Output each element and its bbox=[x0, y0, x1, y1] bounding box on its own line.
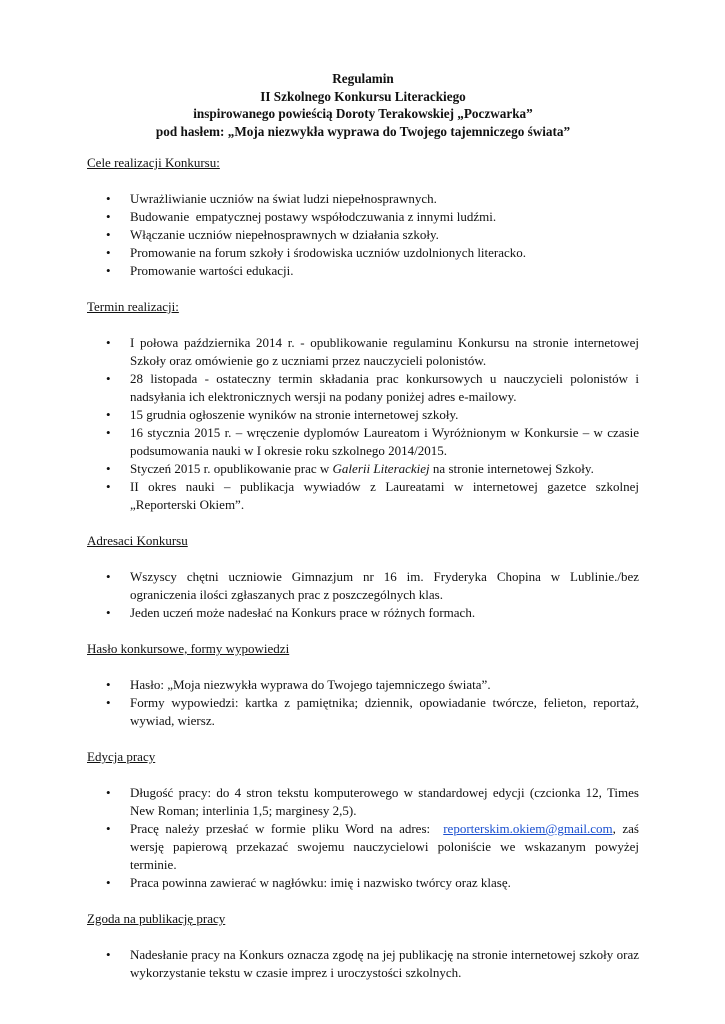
list-item bbox=[87, 370, 639, 406]
list-item-text: Praca powinna zawierać w nagłówku: imię i nazwisko twórcy oraz klasę. bbox=[130, 875, 511, 890]
list-item bbox=[87, 604, 639, 622]
list-item-text: Hasło: „Moja niezwykła wyprawa do Twojego tajemniczego świata”. bbox=[130, 677, 491, 692]
list-zgoda bbox=[87, 946, 639, 982]
bullet-icon: • bbox=[106, 209, 111, 224]
list-item bbox=[87, 676, 639, 694]
bullet-icon: • bbox=[106, 371, 111, 386]
document-title bbox=[87, 70, 639, 140]
list-item bbox=[87, 334, 639, 370]
list-item bbox=[87, 946, 639, 982]
title-line-2: II Szkolnego Konkursu Literackiego bbox=[260, 88, 466, 104]
list-item-text: 15 grudnia ogłoszenie wyników na stronie internetowej szkoły. bbox=[130, 407, 459, 422]
bullet-icon: • bbox=[106, 335, 111, 350]
gallery-name: Galerii Literackiej bbox=[332, 461, 430, 476]
list-item-text: Formy wypowiedzi: kartka z pamiętnika; dziennik, opowiadanie twórcze, felieton, reportaż, wywiad, wiersz. bbox=[130, 695, 639, 728]
bullet-icon: • bbox=[106, 785, 111, 800]
bullet-icon: • bbox=[106, 245, 111, 260]
bullet-icon: • bbox=[106, 191, 111, 206]
list-item-text: Długość pracy: do 4 stron tekstu komputerowego w standardowej edycji (czcionka 12, Times New Roman; interlinia 1,5; marginesy 2,5). bbox=[130, 785, 639, 818]
title-line-4: pod hasłem: „Moja niezwykła wyprawa do Twojego tajemniczego świata” bbox=[155, 123, 571, 139]
list-item-text: Nadesłanie pracy na Konkurs oznacza zgodę na jej publikację na stronie internetowej szkoły oraz wykorzystanie tekstu w czasie imprez i uroczystości szkolnych. bbox=[130, 947, 639, 980]
title-line-1: Regulamin bbox=[332, 71, 394, 86]
list-item bbox=[87, 226, 639, 244]
bullet-icon: • bbox=[106, 425, 111, 440]
title-line-3: inspirowanego powieścią Doroty Terakowskiej „Poczwarka” bbox=[193, 106, 533, 121]
list-cele bbox=[87, 190, 639, 280]
section-heading-edycja: Edycja pracy bbox=[87, 749, 156, 764]
list-item bbox=[87, 406, 639, 424]
list-item bbox=[87, 694, 639, 730]
bullet-icon: • bbox=[106, 947, 111, 962]
list-termin bbox=[87, 334, 639, 514]
list-item bbox=[87, 820, 639, 874]
list-item-text: 16 stycznia 2015 r. – wręczenie dyplomów Laureatom i Wyróżnionym w Konkursie – w czasie podsumowania nauki w I okresie roku szkolnego 2014/2015. bbox=[130, 425, 639, 458]
bullet-icon: • bbox=[106, 605, 111, 620]
bullet-icon: • bbox=[106, 263, 111, 278]
list-item bbox=[87, 568, 639, 604]
list-edycja bbox=[87, 784, 639, 892]
bullet-icon: • bbox=[106, 569, 111, 584]
list-item-text: Wszyscy chętni uczniowie Gimnazjum nr 16 im. Fryderyka Chopina w Lublinie./bez ograniczenia ilości zgłaszanych prac z poszczególnych klas. bbox=[130, 569, 639, 602]
bullet-icon: • bbox=[106, 677, 111, 692]
list-item-text: Uwrażliwianie uczniów na świat ludzi niepełnosprawnych. bbox=[130, 191, 437, 206]
bullet-icon: • bbox=[106, 461, 111, 476]
list-item-text: 28 listopada - ostateczny termin składania prac konkursowych u nauczycieli polonistów i nadsyłania ich elektronicznych wersji na podany poniżej adres e-mailowy. bbox=[130, 371, 639, 404]
bullet-icon: • bbox=[106, 821, 111, 836]
list-item bbox=[87, 874, 639, 892]
list-item-text: Jeden uczeń może nadesłać na Konkurs prace w różnych formach. bbox=[130, 605, 476, 620]
section-heading-zgoda: Zgoda na publikację pracy bbox=[87, 911, 226, 926]
list-item bbox=[87, 244, 639, 262]
list-item-text-start: Styczeń 2015 r. opublikowanie prac w bbox=[130, 461, 333, 476]
bullet-icon: • bbox=[106, 695, 111, 710]
list-item-text: Promowanie wartości edukacji. bbox=[130, 263, 294, 278]
section-heading-cele: Cele realizacji Konkursu: bbox=[87, 155, 220, 170]
email-link[interactable]: reporterskim.okiem@gmail.com bbox=[443, 821, 613, 836]
list-item-text-end: na stronie internetowej Szkoły. bbox=[429, 461, 594, 476]
bullet-icon: • bbox=[106, 479, 111, 494]
list-item bbox=[87, 262, 639, 280]
section-heading-termin: Termin realizacji: bbox=[87, 299, 179, 314]
list-item bbox=[87, 208, 639, 226]
list-item-text: Włączanie uczniów niepełnosprawnych w działania szkoły. bbox=[130, 227, 439, 242]
list-item bbox=[87, 460, 639, 478]
list-item-text: Budowanie empatycznej postawy współodczuwania z innymi ludźmi. bbox=[130, 209, 497, 224]
bullet-icon: • bbox=[106, 227, 111, 242]
section-heading-haslo: Hasło konkursowe, formy wypowiedzi bbox=[87, 641, 290, 656]
bullet-icon: • bbox=[106, 875, 111, 890]
list-item bbox=[87, 424, 639, 460]
document-page bbox=[87, 70, 639, 1000]
list-adresaci bbox=[87, 568, 639, 622]
list-item bbox=[87, 190, 639, 208]
list-item-text-end: , zaś wersję papierową przekazać swojemu nauczycielowi poloniście we wskazanym powyżej terminie. bbox=[130, 821, 639, 872]
list-item bbox=[87, 784, 639, 820]
list-item bbox=[87, 478, 639, 514]
bullet-icon: • bbox=[106, 407, 111, 422]
list-item-text-start: Pracę należy przesłać w formie pliku Word na adres: bbox=[130, 821, 444, 836]
list-item-text: Promowanie na forum szkoły i środowiska uczniów uzdolnionych literacko. bbox=[130, 245, 527, 260]
list-item-text: II okres nauki – publikacja wywiadów z Laureatami w internetowej gazetce szkolnej „Reporterski Okiem”. bbox=[130, 479, 639, 512]
list-haslo bbox=[87, 676, 639, 730]
list-item-text: I połowa października 2014 r. - opublikowanie regulaminu Konkursu na stronie internetowej Szkoły oraz omówienie go z uczniami przez nauczycieli polonistów. bbox=[130, 335, 639, 368]
section-heading-adresaci: Adresaci Konkursu bbox=[87, 533, 188, 548]
